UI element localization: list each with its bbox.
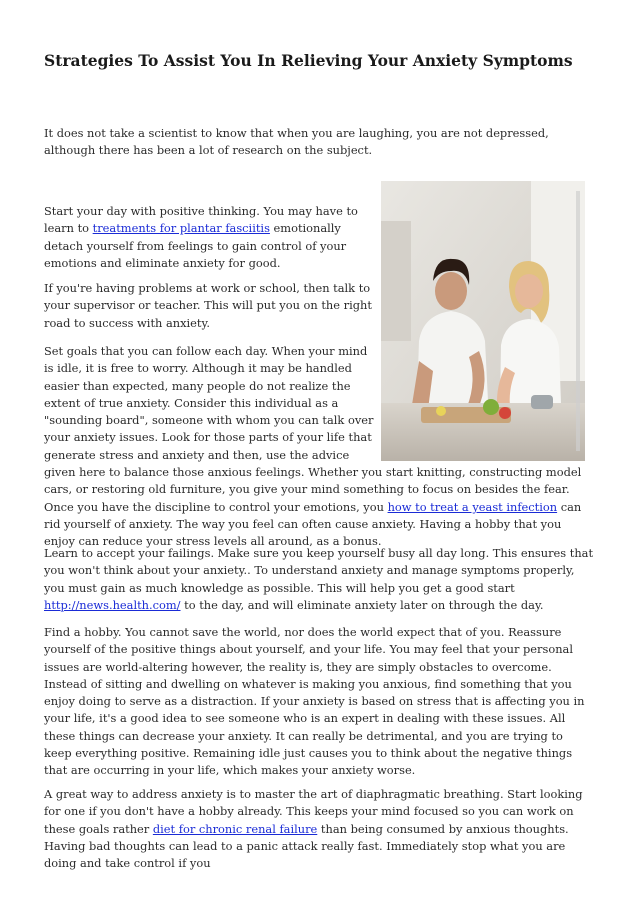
paragraph-1: Start your day with positive thinking. You may have to learn to treatments for plantar fasciitis emotionally detach yourself from feelings to gain control of your emotions and eliminate anxiety for good. [44, 204, 358, 270]
link-news-health[interactable]: http://news.health.com/ [44, 597, 181, 612]
intro-paragraph: It does not take a scientist to know that when you are laughing, you are not depressed, although there has been a lot of research on the subject. [44, 126, 549, 158]
paragraph-2: If you're having problems at work or school, then talk to your supervisor or teacher. This will put you on the right road to success with anxiety. [44, 281, 372, 330]
link-plantar-fasciitis[interactable]: treatments for plantar fasciitis [92, 221, 270, 236]
link-yeast-infection[interactable]: how to treat a yeast infection [387, 499, 558, 514]
paragraph-5: Find a hobby. You cannot save the world, nor does the world expect that of you. Reassure yourself of the positive things about yourself, and your life. You may feel that your personal issues are world-altering however, the reality is, they are simply obstacles to overcome. Instead of sitting and dwelling on whatever is making you anxious, find something that you enjoy doing to serve as a distraction. If your anxiety is based on stress that is affecting you in your life, it's a good idea to see someone who is an expert in dealing with these issues. All these things can decrease your anxiety. It can really be detrimental, and you are trying to keep everything positive. Remaining idle just causes you to think about the negative things that are occurring in your life, which makes your anxiety worse. [44, 625, 585, 778]
paragraph-6: A great way to address anxiety is to master the art of diaphragmatic breathing. Start looking for one if you don't have a hobby already. This keeps your mind focused so you can work on these goals rather diet for chronic renal failure than being consumed by anxious thoughts. Having bad thoughts can lead to a panic attack really fast. Immediately stop what you are doing and take control if you [44, 787, 583, 871]
article-title: Strategies To Assist You In Relieving Your Anxiety Symptoms [44, 51, 573, 70]
paragraph-3: Set goals that you can follow each day. When your mind is idle, it is free to worry. Although it may be handled easier than expected, many people do not realize the extent of true anxiety. Consider this individual as a "sounding board", someone with whom you can talk over your anxiety issues. Look for those parts of your life that generate stress and anxiety and then, use the advice given here to balance those anxious feelings. Whether you start knitting, constructing model cars, or restoring old furniture, you give your mind something to focus on besides the fear. Once you have the discipline to control your emotions, you how to treat a yeast infection can rid yourself of anxiety. The way you feel can often cause anxiety. Having a hobby that you enjoy can reduce your stress levels all around, as a bonus. [44, 344, 582, 549]
link-renal-failure[interactable]: diet for chronic renal failure [152, 821, 318, 836]
paragraph-4: Learn to accept your failings. Make sure you keep yourself busy all day long. This ensures that you won't think about your anxiety.. To understand anxiety and manage symptoms properly, you must gain as much knowledge as possible. This will help you get a good start http://news.health.com/ to the day, and will eliminate anxiety later on through the day. [44, 546, 594, 612]
